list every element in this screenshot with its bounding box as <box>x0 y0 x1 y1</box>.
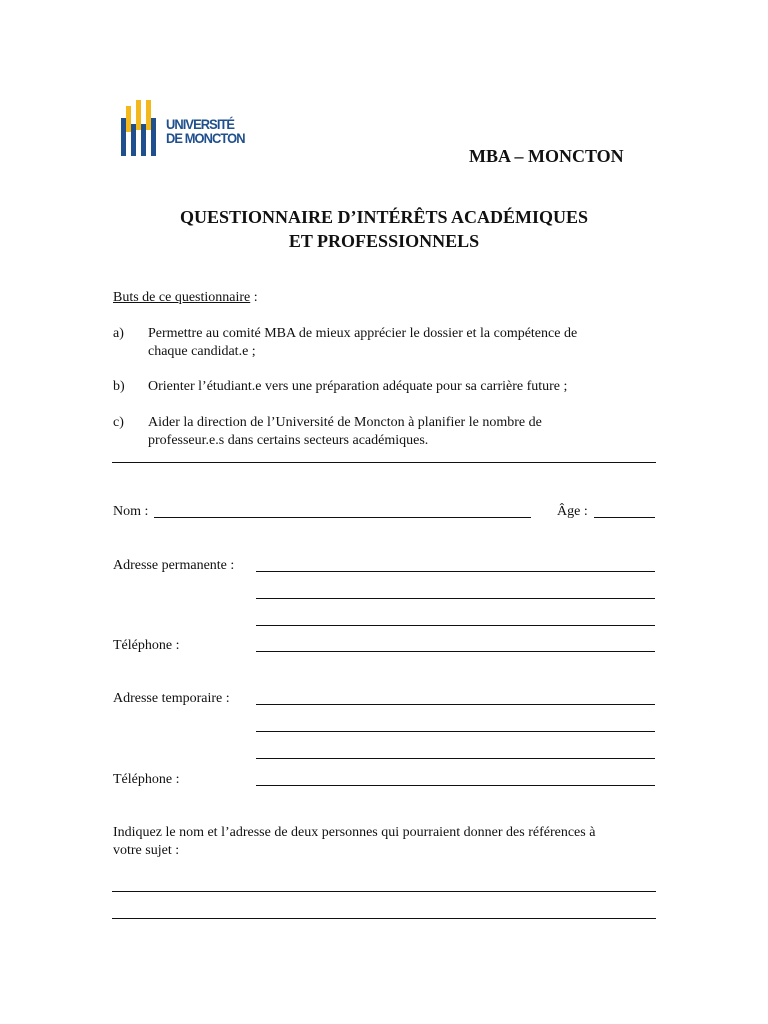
purpose-c-line1: Aider la direction de l’Université de Moncton à planifier le nombre de <box>148 415 542 430</box>
references-instruction-line1: Indiquez le nom et l’adresse de deux personnes qui pourraient donner des références à <box>113 825 596 840</box>
logo-word-line1: UNIVERSITÉ <box>166 116 235 132</box>
program-title: MBA – MONCTON <box>469 146 624 166</box>
purpose-a-line1: Permettre au comité MBA de mieux apprécier le dossier et la compétence de <box>148 326 578 341</box>
purpose-a-marker: a) <box>113 326 124 341</box>
permanent-phone-label: Téléphone : <box>113 638 180 653</box>
temporary-address-field-line2[interactable] <box>256 731 655 732</box>
logo-word-line2: DE MONCTON <box>166 130 245 146</box>
purpose-c-marker: c) <box>113 415 124 430</box>
permanent-address-field-line3[interactable] <box>256 625 655 626</box>
temporary-phone-field[interactable] <box>256 785 655 786</box>
temporary-address-label: Adresse temporaire : <box>113 691 230 706</box>
purposes-heading-text: Buts de ce questionnaire <box>113 290 251 305</box>
permanent-phone-field[interactable] <box>256 651 655 652</box>
temporary-address-field-line3[interactable] <box>256 758 655 759</box>
logo-wordmark <box>166 117 245 145</box>
permanent-address-label: Adresse permanente : <box>113 558 235 573</box>
name-label: Nom : <box>113 504 149 519</box>
temporary-phone-label: Téléphone : <box>113 772 180 787</box>
universite-de-moncton-logo <box>120 100 280 158</box>
age-field[interactable] <box>594 517 655 518</box>
references-instruction-line2: votre sujet : <box>113 843 180 858</box>
university-logo-mark-icon <box>120 100 164 158</box>
permanent-address-field-line1[interactable] <box>256 571 655 572</box>
purposes-heading-colon: : <box>250 290 258 305</box>
purposes-heading <box>113 289 258 307</box>
age-label: Âge : <box>557 504 588 519</box>
reference-field-line2[interactable] <box>112 918 656 919</box>
reference-field-line1[interactable] <box>112 891 656 892</box>
purpose-a-line2: chaque candidat.e ; <box>148 344 256 359</box>
document-title-line1: QUESTIONNAIRE D’INTÉRÊTS ACADÉMIQUES <box>179 207 589 227</box>
section-divider <box>112 462 656 463</box>
purpose-c-line2: professeur.e.s dans certains secteurs académiques. <box>148 433 429 448</box>
name-field[interactable] <box>154 517 531 518</box>
temporary-address-field-line1[interactable] <box>256 704 655 705</box>
document-title-line2: ET PROFESSIONNELS <box>288 231 480 251</box>
permanent-address-field-line2[interactable] <box>256 598 655 599</box>
document-title <box>0 205 768 253</box>
purpose-b-line1: Orienter l’étudiant.e vers une préparation adéquate pour sa carrière future ; <box>148 379 568 394</box>
purpose-b-marker: b) <box>113 379 125 394</box>
